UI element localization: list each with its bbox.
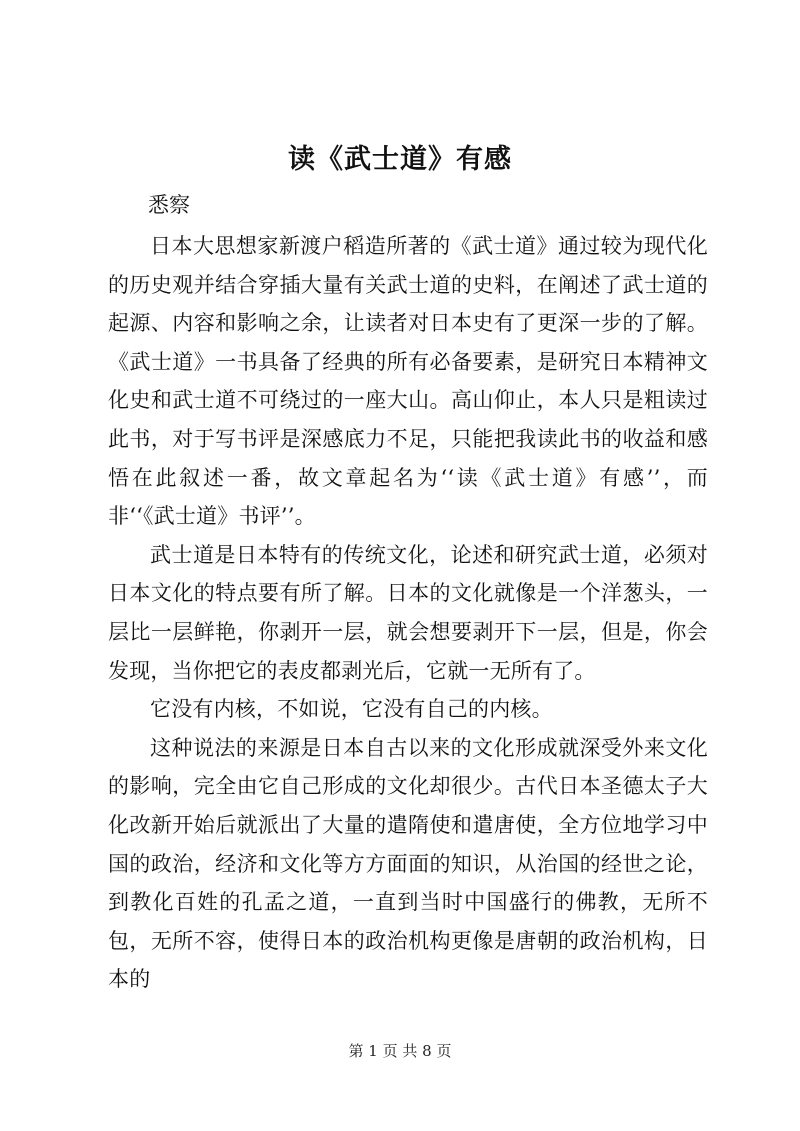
author-name: 悉察 [148, 193, 190, 217]
paragraph: 这种说法的来源是日本自古以来的文化形成就深受外来文化的影响，完全由它自己形成的文化却很少。古代日本圣德太子大化改新开始后就派出了大量的遣隋使和遣唐使，全方位地学习中国的政治，经济和文化等方方面面的知识，从治国的经世之论，到教化百姓的孔孟之道，一直到当时中国盛行的佛教，无所不包，无所不容，使得日本的政治机构更像是唐朝的政治机构，日本的 [108, 735, 708, 992]
paragraph: 武士道是日本特有的传统文化，论述和研究武士道，必须对日本文化的特点要有所了解。日本的文化就像是一个洋葱头，一层比一层鲜艳，你剥开一层，就会想要剥开下一层，但是，你会发现，当你把它的表皮都剥光后，它就一无所有了。 [108, 542, 708, 683]
paragraph: 它没有内核，不如说，它没有自己的内核。 [150, 697, 553, 722]
page-number-footer: 第 1 页 共 8 页 [348, 1042, 452, 1060]
paragraph: 日本大思想家新渡户稻造所著的《武士道》通过较为现代化的历史观并结合穿插大量有关武士道的史料，在阐述了武士道的起源、内容和影响之余，让读者对日本史有了更深一步的了解。《武士道》一书具备了经典的所有必备要素，是研究日本精神文化史和武士道不可绕过的一座大山。高山仰止，本人只是粗读过此书，对于写书评是深感底力不足，只能把我读此书的收益和感悟在此叙述一番，故文章起名为‘‘读《武士道》有感’’，而非‘‘《武士道》书评’’。 [108, 234, 708, 529]
document-body [108, 227, 708, 999]
document-title: 读《武士道》有感 [288, 144, 512, 175]
